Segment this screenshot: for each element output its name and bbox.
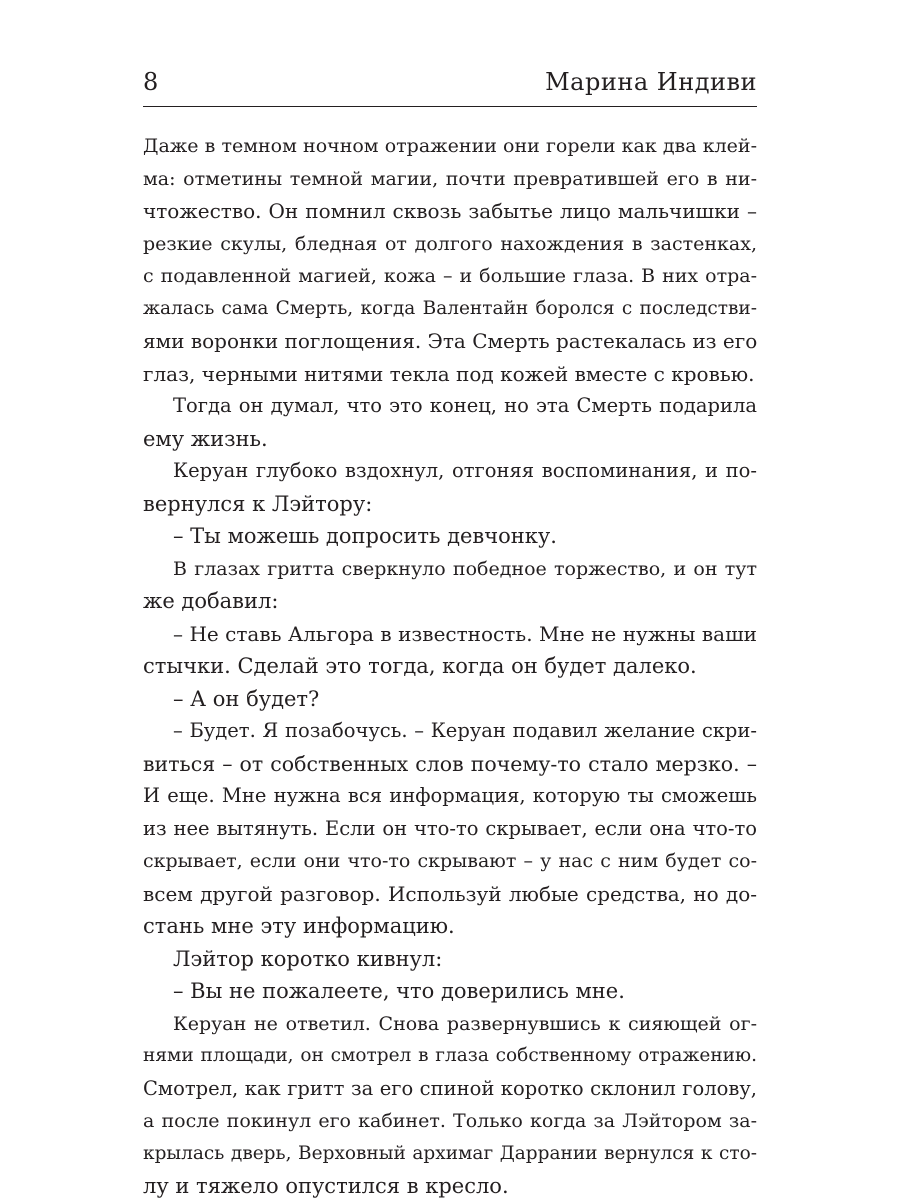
text-line: Керуан глубоко вздохнул, отгоняя воспоминания, и по- [173,459,757,482]
text-line: чтожество. Он помнил сквозь забытье лицо мальчишки – [143,199,757,223]
dialogue-line: – Вы не пожалеете, что доверились мне. [173,979,625,1003]
dialogue-line: – Будет. Я позабочусь. – Керуан подавил желание скри- [173,719,757,742]
dialogue-line: – А он будет? [173,686,320,711]
text-line: всем другой разговор. Используй любые средства, но до- [143,881,757,906]
dialogue-line: – Не ставь Альгора в известность. Мне не нужны ваши [173,621,757,646]
text-line: стань мне эту информацию. [143,914,455,938]
running-header [143,66,757,106]
text-line: Керуан не ответил. Снова развернувшись к сияющей ог- [173,1012,757,1035]
page-number: 8 [143,68,159,96]
text-line: из нее вытянуть. Если он что-то скрывает, если она что-то [143,816,757,840]
text-line: а после покинул его кабинет. Только когда за Лэйтором за- [143,1110,757,1132]
text-line: Тогда он думал, что это конец, но эта Смерть подарила [173,394,757,417]
body-text [143,130,757,1203]
text-line: нями площади, он смотрел в глаза собственному отражению. [143,1045,757,1066]
text-line: Лэйтор коротко кивнул: [173,946,443,971]
text-line: с подавленной магией, кожа – и большие глаза. В них отра- [143,265,757,287]
text-line: резкие скулы, бледная от долгого нахождения в застенках, [143,232,757,255]
text-line: жалась сама Смерть, когда Валентайн боролся с последстви- [143,297,757,319]
text-line: вернулся к Лэйтору: [143,491,373,516]
text-line: крылась дверь, Верховный архимаг Даррании вернулся к сто- [143,1142,757,1164]
author-name: Марина Индиви [545,68,757,96]
header-divider [143,106,757,107]
text-line: же добавил: [143,589,279,613]
text-line: лу и тяжело опустился в кресло. [143,1174,509,1198]
dialogue-line: – Ты можешь допросить девчонку. [173,524,557,548]
text-line: глаз, черными нитями текла под кожей вместе с кровью. [143,361,755,386]
text-line: виться – от собственных слов почему-то стало мерзко. – [143,751,757,776]
text-line: И еще. Мне нужна вся информация, которую ты сможешь [143,784,757,807]
text-line: ма: отметины темной магии, почти превратившей его в ни- [143,167,757,190]
text-line: стычки. Сделай это тогда, когда он будет далеко. [143,654,697,678]
text-line: Смотрел, как гритт за его спиной коротко склонил голову, [143,1076,757,1100]
text-line: скрывает, если они что-то скрывают – у нас с ним будет со- [143,850,757,872]
text-line: Даже в темном ночном отражении они горели как два клей- [143,135,757,157]
text-line: ями воронки поглощения. Эта Смерть растекалась из его [143,329,758,353]
text-line: ему жизнь. [143,426,268,451]
text-line: В глазах гритта сверкнуло победное торжество, и он тут [173,557,757,580]
